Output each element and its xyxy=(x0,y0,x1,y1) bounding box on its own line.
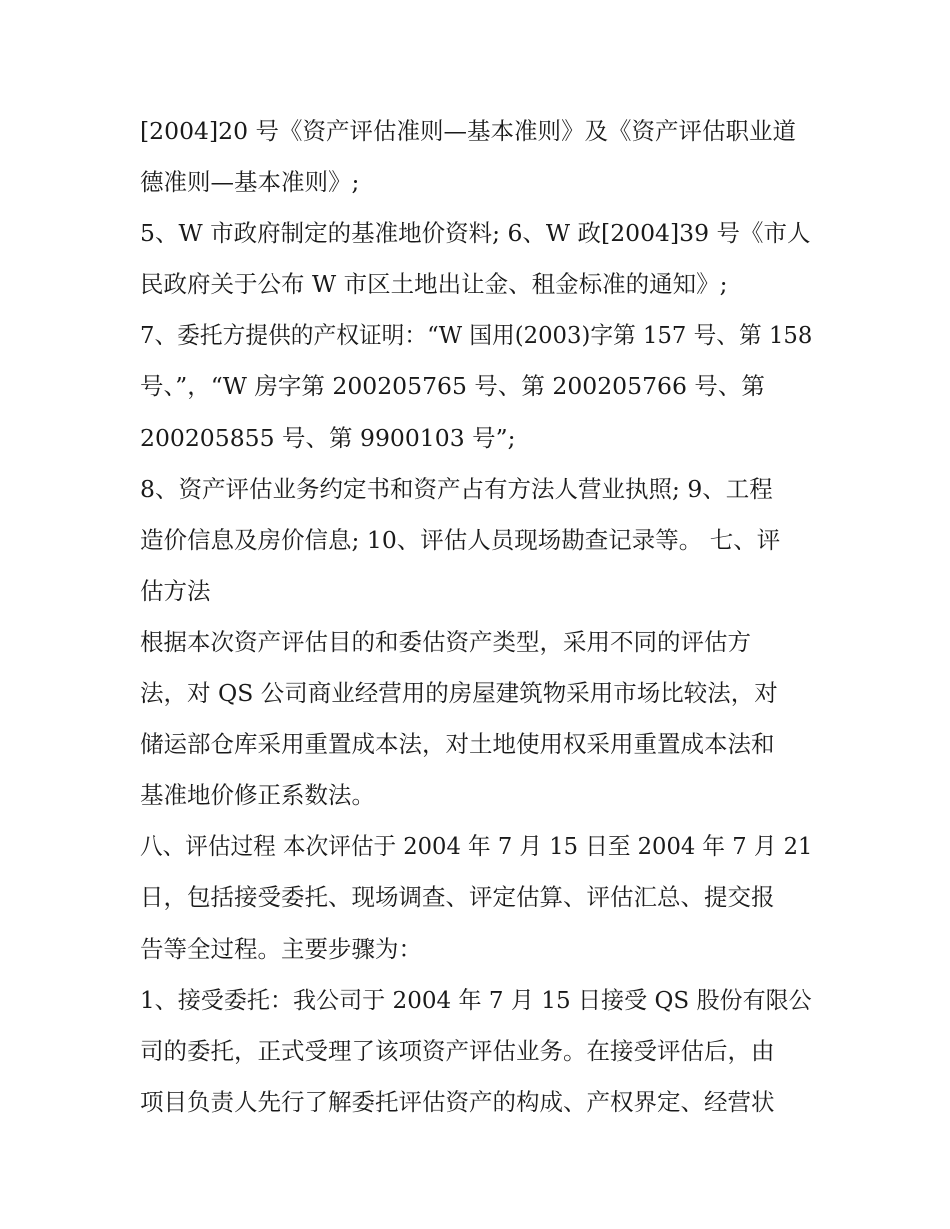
text-line: 德准则—基本准则》; xyxy=(140,168,360,197)
text-line: 根据本次资产评估目的和委估资产类型，采用不同的评估方 xyxy=(140,627,751,656)
text-line: 八、评估过程 本次评估于 2004 年 7 月 15 日至 2004 年 7 月 21 xyxy=(140,832,813,861)
text-line: 项目负责人先行了解委托评估资产的构成、产权界定、经营状 xyxy=(140,1087,775,1116)
text-line: [2004]20 号《资产评估准则—基本准则》及《资产评估职业道 xyxy=(140,117,797,145)
text-line: 司的委托，正式受理了该项资产评估业务。在接受评估后，由 xyxy=(140,1036,775,1065)
body-text xyxy=(140,106,812,1128)
text-line: 告等全过程。主要步骤为： xyxy=(140,934,422,963)
text-line: 储运部仓库采用重置成本法，对土地使用权采用重置成本法和 xyxy=(140,730,775,759)
text-line: 5、W 市政府制定的基准地价资料; 6、W 政[2004]39 号《市人 xyxy=(140,219,811,248)
text-line: 日，包括接受委托、现场调查、评定估算、评估汇总、提交报 xyxy=(140,883,775,912)
section-heading: 估方法 xyxy=(140,576,211,605)
text-line: 基准地价修正系数法。 xyxy=(140,781,375,810)
text-line: 法，对 QS 公司商业经营用的房屋建筑物采用市场比较法，对 xyxy=(140,679,778,708)
text-line: 200205855 号、第 9900103 号”; xyxy=(140,423,516,452)
text-line: 7、委托方提供的产权证明：“W 国用(2003)字第 157 号、第 158 xyxy=(140,321,813,350)
text-line: 民政府关于公布 W 市区土地出让金、租金标准的通知》; xyxy=(140,270,728,299)
text-line: 1、接受委托：我公司于 2004 年 7 月 15 日接受 QS 股份有限公 xyxy=(140,985,812,1014)
text-line: 号、”，“W 房字第 200205765 号、第 200205766 号、第 xyxy=(140,372,765,401)
text-line: 造价信息及房价信息; 10、评估人员现场勘查记录等。 七、评 xyxy=(140,525,781,554)
text-line: 8、资产评估业务约定书和资产占有方法人营业执照; 9、工程 xyxy=(140,474,773,503)
